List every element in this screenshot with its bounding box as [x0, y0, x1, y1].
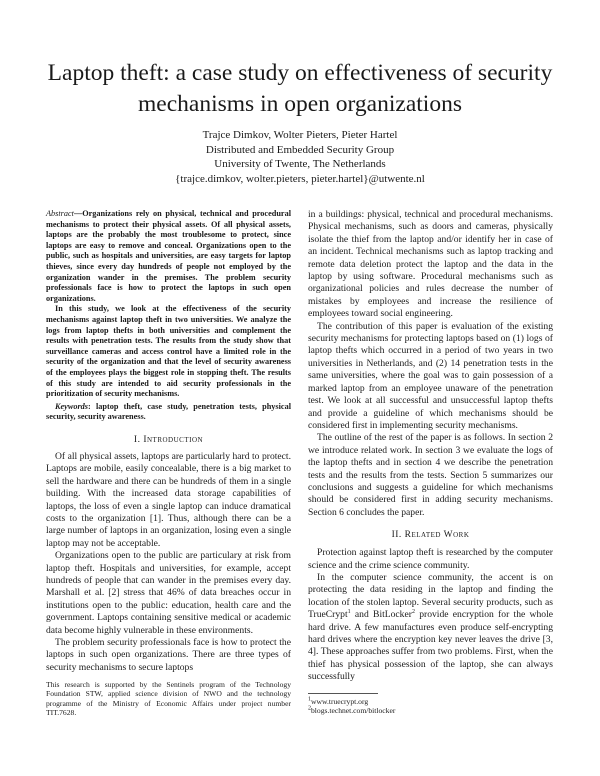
abstract-paragraph-2: In this study, we look at the effectiveness of the security mechanisms against laptop theft in two universities. We analyze the logs from laptop thefts in both universities and complement the results with penetration tests. The results from the study show that surveillance cameras and access control have a limited role in the security of the organization and that the level of security awareness of the employees plays the biggest role in stopping theft. The results of this study are intended to aid security professionals in the prioritization of security mechanisms. [46, 304, 291, 399]
section-heading-related-work: II. Related Work [391, 530, 470, 541]
author-emails: {trajce.dimkov, wolter.pieters, pieter.hartel}@utwente.nl [175, 172, 425, 185]
author-block [0, 128, 600, 186]
related-paragraph-2 [308, 572, 553, 684]
intro-paragraph-4: in a buildings: physical, technical and procedural mechanisms. Physical mechanisms, such as doors and cameras, physically isolate the thief from the laptop and/or identify her in case of an incident. Technical mechanisms such as laptop tracking and remote data deletion protect the laptop and the data in the laptop by using software. Procedural mechanisms such as organizational policies and rules decrease the number of mistakes by employees and increase the resilience of employees toward social engineering. [308, 209, 553, 320]
author-university: University of Twente, The Netherlands [214, 158, 386, 170]
keywords [46, 402, 291, 423]
footnote-1 [308, 697, 553, 706]
keywords-text: : laptop theft, case study, penetration tests, physical security, security awareness. [46, 401, 291, 422]
related-text-c: provide encryption for the whole hard drive. A few manufactures even produce self-encrypting hard drives where the encryption key never leaves the drive [3, 4]. These approaches suffer from two problems. First, when the thief has physical possession of the laptop, she can always successfully [308, 609, 553, 683]
intro-paragraph-2: Organizations open to the public are particulary at risk from laptop theft. Hospitals and universities, for example, accept hundreds of people that can wander in the premises every day. Marshall et al. [2] stress that 46% of data breaches occur in institutions open to the public: education, health care and the government. Laptops containing sensitive medical or academic data become highly vulnerable in these environments. [46, 550, 291, 636]
footnote-1-text: www.truecrypt.org [311, 697, 369, 706]
paper-title: Laptop theft: a case study on effectiveness of security mechanisms in open organizations [47, 60, 553, 117]
abstract-text-1: —Organizations rely on physical, technical and procedural mechanisms to protect their physical assets. Of all physical assets, laptops are the probably the most troublesome to protect, since laptops are easy to remove and conceal. Organizations open to the public, such as hospitals and universities, are easy targets for laptop thieves, since every day hundreds of people not employed by the organization wander in the premises. The problem security professionals face is how to protect the laptops in such open organizations. [46, 209, 291, 303]
footnote-1-mark: 1 [308, 696, 311, 703]
author-group: Distributed and Embedded Security Group [205, 143, 395, 156]
abstract-paragraph-1 [46, 209, 291, 304]
left-column [46, 209, 291, 674]
right-column [308, 209, 553, 684]
intro-paragraph-1: Of all physical assets, laptops are particularly hard to protect. Laptops are mobile, easily concealable, there is a big market to sell the hardware and there can be hundreds of them in a single building. With the increased data storage capabilities of laptops, the loss of even a single laptop can induce dramatical costs to the organization [1]. Thus, although there can be a large number of laptops in an organization, losing even a single laptop may not be acceptable. [46, 450, 291, 549]
intro-paragraph-3: The problem security professionals face is how to protect the laptops in such open organizations. There are three types of security mechanisms to secure laptops [46, 636, 291, 673]
author-names: Trajce Dimkov, Wolter Pieters, Pieter Hartel [202, 129, 398, 141]
footnote-2-mark: 2 [308, 705, 311, 712]
footnote-2 [308, 706, 553, 715]
funding-footnote: This research is supported by the Sentinels program of the Technology Foundation STW, applied science division of NWO and the technology programme of the Ministry of Economic Affairs under project number TIT.7628. [46, 680, 291, 718]
intro-paragraph-6: The outline of the rest of the paper is as follows. In section 2 we introduce related work. In section 3 we evaluate the logs of the laptop thefts and in section 4 we describe the penetration tests and the results from the tests. Section 5 summarizes our conclusions and suggests a guideline for which mechanisms should be considered first in adding security mechanisms. Section 6 concludes the paper. [308, 432, 553, 518]
related-text-b: and BitLocker [350, 609, 412, 621]
footnote-2-text: blogs.technet.com/bitlocker [311, 706, 396, 716]
footnote-rule [308, 693, 378, 694]
section-heading-introduction: I. Introduction [133, 434, 204, 445]
related-paragraph-1: Protection against laptop theft is researched by the computer science and the crime science community. [308, 547, 553, 571]
intro-paragraph-5: The contribution of this paper is evaluation of the existing security mechanisms for protecting laptops based on (1) logs of laptop thefts which occurred in a period of two years in two universities in Netherlands, and (2) 14 penetration tests in the same universities, where the goal was to gain possession of a marked laptop from an employee unaware of the penetration test. We look at all successful and unsuccessful laptop thefts and provide a guideline of which mechanisms should be considered first in implementing security mechanisms. [308, 320, 553, 431]
keywords-lead: Keywords [55, 401, 88, 411]
related-text-a: In the computer science community, the accent is on protecting the data residing in the laptop and finding the location of the stolen laptop. Several security products, such as TrueCrypt [308, 571, 553, 621]
footnote-mark-1: 1 [347, 609, 351, 615]
abstract-lead: Abstract [46, 209, 74, 218]
footnote-mark-2: 2 [411, 609, 415, 615]
url-footnotes [308, 693, 553, 716]
